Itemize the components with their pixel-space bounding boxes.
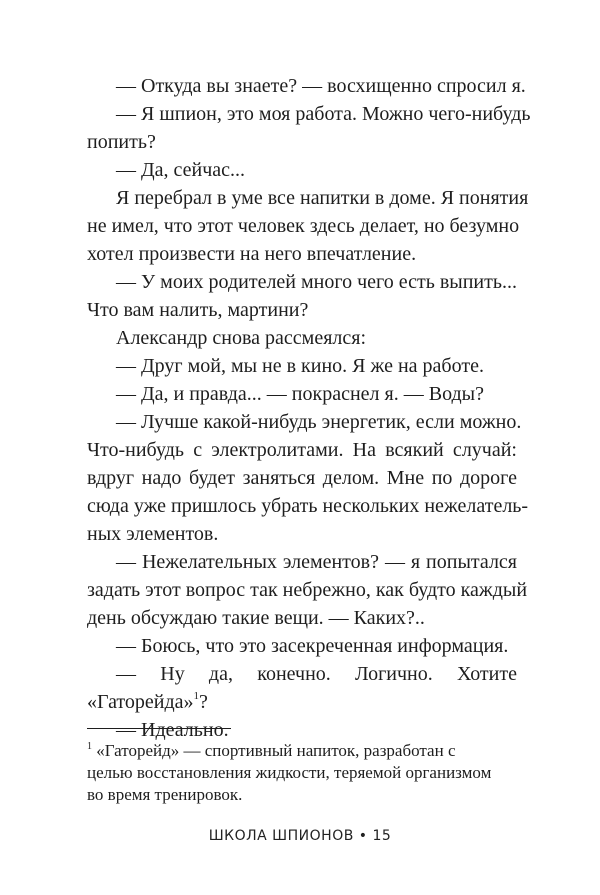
text-line: Что-нибудь с электролитами. На всякий случай:: [87, 439, 517, 461]
text-line: — Да, сейчас...: [116, 159, 246, 181]
text-fragment: ?: [199, 691, 208, 713]
text-line: — Да, и правда... — покраснел я. — Воды?: [116, 383, 484, 405]
text-line-with-footnote-ref: [87, 688, 517, 716]
footnote-line: [87, 740, 517, 762]
text-line: — Я шпион, это моя работа. Можно чего-нибудь: [116, 103, 531, 125]
footnote-text: «Гаторейд» — спортивный напиток, разработан с: [96, 741, 456, 760]
text-line: — Ну да, конечно. Логично. Хотите: [116, 663, 517, 685]
text-line: ных элементов.: [87, 523, 219, 545]
text-line: — Нежелательных элементов? — я попытался: [116, 551, 517, 573]
text-line: не имел, что этот человек здесь делает, но безумно: [87, 215, 520, 237]
text-line: — Идеально.: [116, 719, 229, 741]
text-line: — Откуда вы знаете? — восхищенно спросил я.: [116, 75, 526, 97]
text-line: — Друг мой, мы не в кино. Я же на работе.: [116, 355, 484, 377]
text-line: Что вам налить, мартини?: [87, 299, 309, 321]
footnote: [87, 740, 517, 806]
footnote-line: во время тренировок.: [87, 785, 243, 804]
text-line: — Боюсь, что это засекреченная информация.: [116, 635, 509, 657]
text-line: попить?: [87, 131, 156, 153]
text-line: Александр снова рассмеялся:: [116, 327, 367, 349]
page-footer: ШКОЛА ШПИОНОВ • 15: [208, 828, 392, 844]
text-line: — У моих родителей много чего есть выпить...: [116, 271, 517, 293]
text-line: задать этот вопрос так небрежно, как будто каждый: [87, 579, 528, 601]
text-line: Я перебрал в уме все напитки в доме. Я понятия: [116, 187, 529, 209]
text-line: вдруг надо будет заняться делом. Мне по дороге: [87, 467, 517, 489]
footnote-separator: [87, 728, 231, 729]
text-line: сюда уже пришлось убрать нескольких нежелатель-: [87, 495, 529, 517]
footnote-line: целью восстановления жидкости, теряемой организмом: [87, 763, 492, 782]
text-line: хотел произвести на него впечатление.: [87, 243, 417, 265]
main-text: [87, 72, 531, 744]
footnote-marker: 1: [87, 741, 92, 752]
footnote-reference: 1: [193, 690, 200, 702]
text-fragment: «Гаторейда»: [87, 691, 194, 713]
text-line: день обсуждаю такие вещи. — Каких?..: [87, 607, 425, 629]
text-line: — Лучше какой-нибудь энергетик, если можно.: [116, 411, 522, 433]
